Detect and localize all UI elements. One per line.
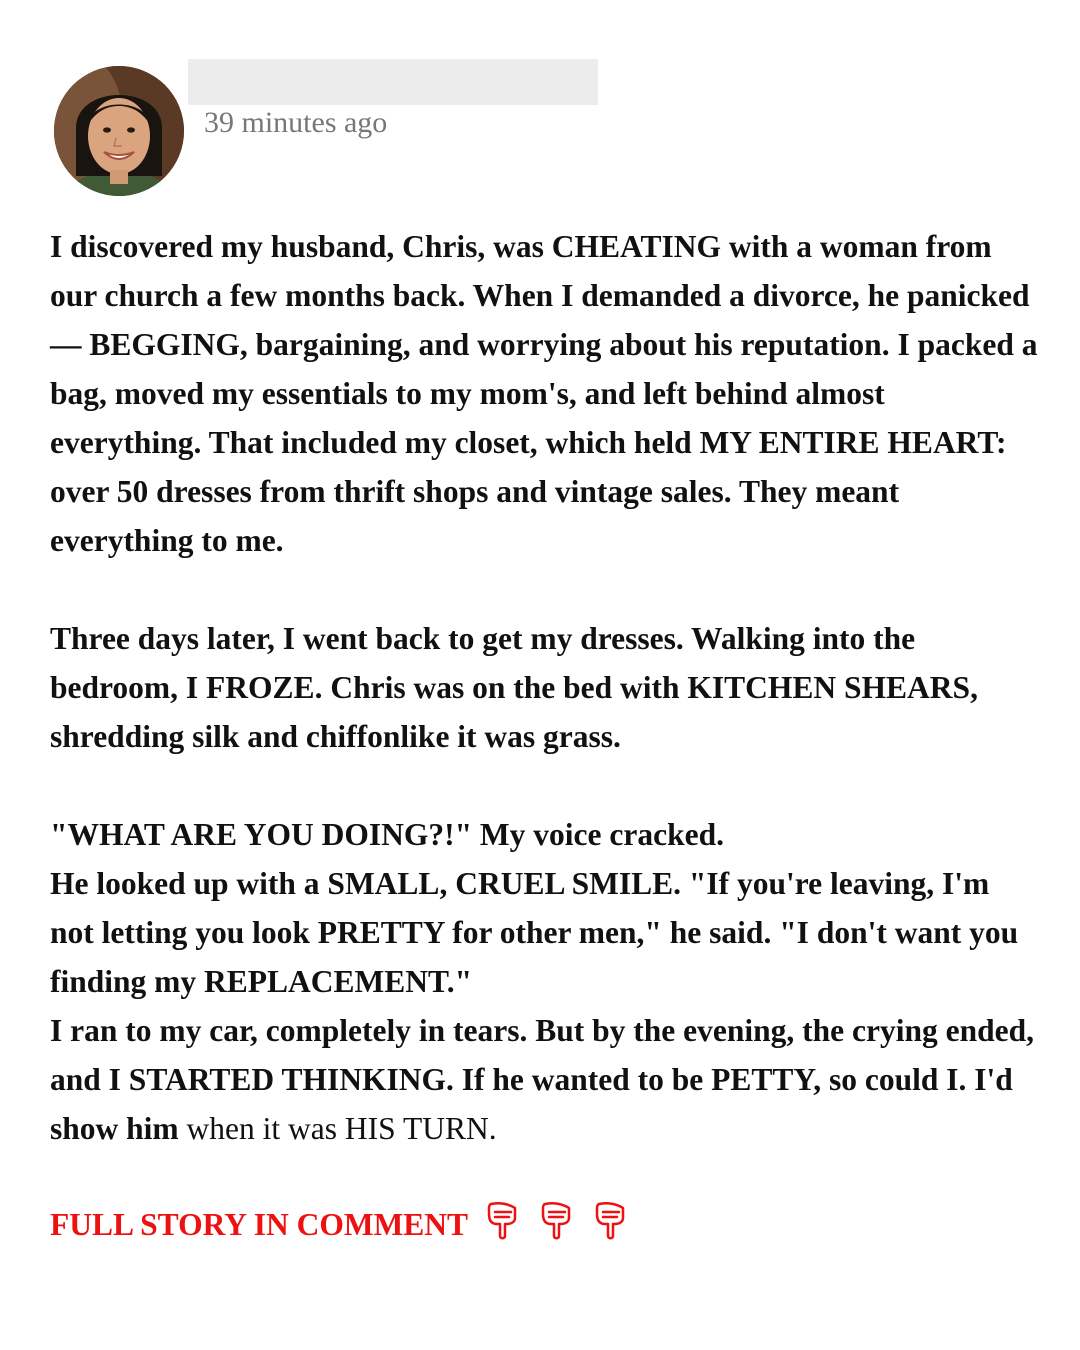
post-paragraph-3-line-2: He looked up with a SMALL, CRUEL SMILE. "If you're leaving, I'm not letting you look PRETTY for other men," he said. "I don't want you finding my REPLACEMENT." bbox=[50, 866, 1019, 999]
post-paragraph-3-line-1: "WHAT ARE YOU DOING?!" My voice cracked. bbox=[50, 817, 724, 852]
full-story-callout[interactable] bbox=[50, 1200, 629, 1255]
post-bold-text: I ran to my car, completely in tears. But by the evening, the crying ended, and I STARTED THINKING. If he wanted to be PETTY, so could I. I'd show him bbox=[50, 1013, 1035, 1146]
author-name-redacted bbox=[188, 59, 598, 105]
pointing-down-hand-icon bbox=[593, 1200, 629, 1255]
post-paragraph-1: I discovered my husband, Chris, was CHEATING with a woman from our church a few months back. When I demanded a divorce, he panicked — BEGGING, bargaining, and worrying about his reputation. I packed a bag, moved my essentials to my mom's, and left behind almost everything. That included my closet, which held MY ENTIRE HEART: over 50 dresses from thrift shops and vintage sales. They meant everything to me. bbox=[50, 229, 1038, 558]
post-normal-text: when it was HIS TURN. bbox=[178, 1111, 497, 1146]
cta-text: FULL STORY IN COMMENT bbox=[50, 1207, 468, 1242]
post-paragraph-2: Three days later, I went back to get my dresses. Walking into the bedroom, I FROZE. Chris was on the bed with KITCHEN SHEARS, shredding silk and chiffonlike it was grass. bbox=[50, 621, 978, 754]
paragraph-gap bbox=[50, 565, 1040, 614]
post-header bbox=[54, 66, 1014, 198]
pointing-down-hand-icon bbox=[539, 1200, 575, 1255]
pointing-down-hand-icon bbox=[485, 1200, 521, 1255]
avatar[interactable] bbox=[54, 66, 184, 196]
post-timestamp[interactable]: 39 minutes ago bbox=[204, 106, 388, 139]
post-paragraph-3-line-3 bbox=[50, 1006, 1040, 1153]
paragraph-gap bbox=[50, 761, 1040, 810]
post-body bbox=[50, 222, 1040, 1153]
profile-photo-icon bbox=[54, 66, 184, 196]
